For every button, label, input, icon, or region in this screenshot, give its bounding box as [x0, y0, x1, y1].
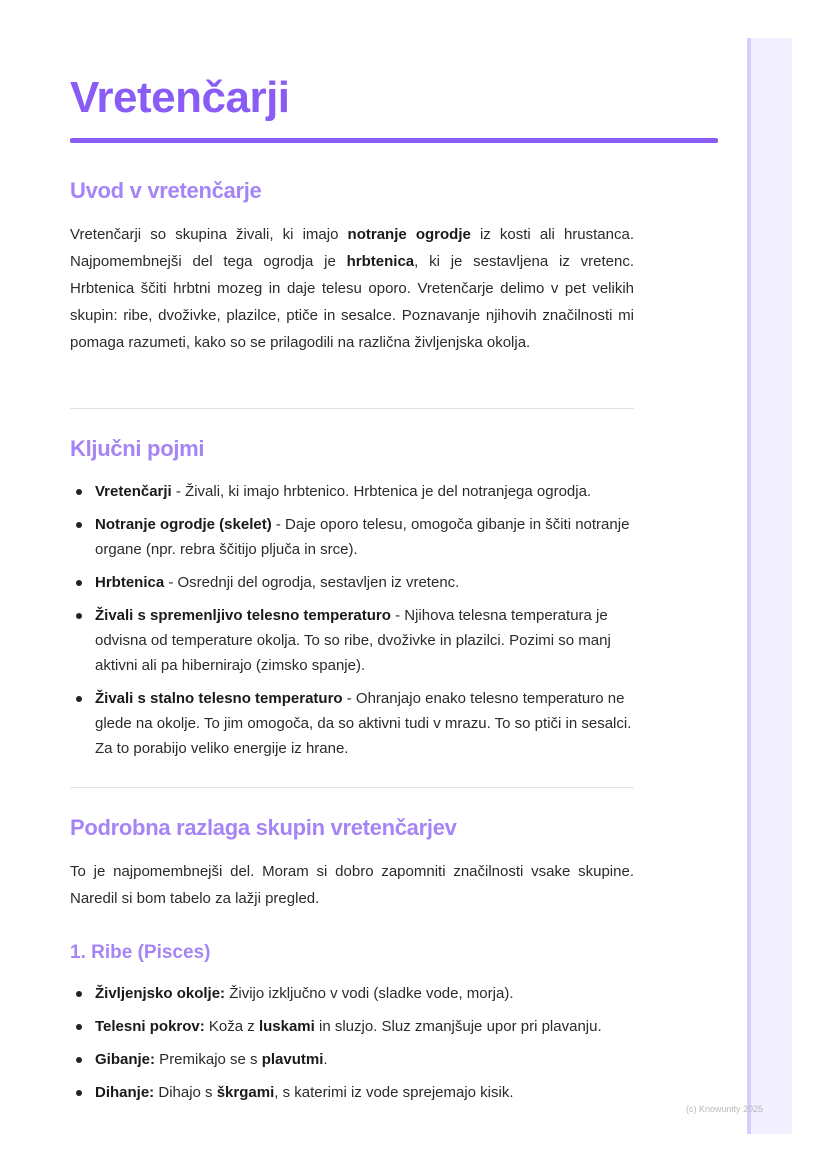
term: Vretenčarji [95, 483, 172, 500]
bold-text: notranje ogrodje [347, 226, 471, 243]
section-heading-intro: Uvod v vretenčarje [70, 178, 262, 203]
list-item [70, 686, 634, 761]
bold-text: luskami [258, 1018, 315, 1035]
bullet-icon [76, 580, 82, 586]
groups-paragraph: To je najpomembnejši del. Moram si dobro zapomniti značilnosti vsake skupine. Naredil si bom tabelo za lažji pregled. [70, 863, 634, 907]
term-definition: - Ohranjajo enako telesno temperaturo ne glede na okolje. To jim omogoča, da so aktivni tudi v mrazu. To so ptiči in sesalci. Za to porabijo veliko energije iz hrane. [95, 690, 632, 757]
list-item [70, 981, 634, 1006]
subsection-heading-fish: 1. Ribe (Pisces) [70, 942, 211, 963]
term: Živali s stalno telesno temperaturo [95, 690, 343, 707]
list-item [70, 1080, 634, 1105]
copyright-footer: (c) Knowunity 2025 [686, 1104, 764, 1114]
section-heading-groups: Podrobna razlaga skupin vretenčarjev [70, 815, 457, 840]
bullet-icon [76, 1090, 82, 1096]
list-item [70, 1047, 634, 1072]
intro-paragraph: Vretenčarji so skupina živali, ki imajo notranje ogrodje iz kosti ali hrustanca. Najpomembnejši del tega ogrodja je hrbtenica, ki je sestavljena iz vretenc. Hrbtenica ščiti hrbtni mozeg in daje telesu oporo. Vretenčarje delimo v pet velikih skupin: ribe, dvoživke, plazilce, ptiče in sesalce. Poznavanje njihovih značilnosti mi pomaga razumeti, kako so se prilagodili na različna življenjska okolja. [70, 226, 634, 351]
list-item-text: Gibanje: Premikajo se s plavutmi. [95, 1051, 328, 1068]
list-item [70, 479, 634, 504]
fish-list [70, 981, 634, 1113]
term: Hrbtenica [95, 574, 165, 591]
page-title: Vretenčarji [70, 73, 290, 122]
term-definition: - Živali, ki imajo hrbtenico. Hrbtenica je del notranjega ogrodja. [171, 483, 592, 500]
bold-text: Dihanje: [95, 1084, 155, 1101]
side-accent-line [747, 38, 751, 1134]
term: Notranje ogrodje (skelet) [95, 516, 272, 533]
list-item [70, 570, 634, 595]
term-definition: - Njihova telesna temperatura je odvisna od temperature okolja. To so ribe, dvoživke in plazilci. Pozimi so manj aktivni ali pa hibernirajo (zimsko spanje). [95, 607, 611, 674]
list-item-text: Telesni pokrov: Koža z luskami in sluzjo. Sluz zmanjšuje upor pri plavanju. [95, 1018, 602, 1035]
term: Živali s spremenljivo telesno temperaturo [95, 607, 391, 624]
divider [70, 408, 634, 409]
list-item-text: Življenjsko okolje: Živijo izključno v vodi (sladke vode, morja). [95, 985, 514, 1002]
list-item [70, 603, 634, 678]
bold-text: hrbtenica [346, 253, 415, 270]
term-definition: - Osrednji del ogrodja, sestavljen iz vretenc. [164, 574, 460, 591]
bold-text: škrgami [216, 1084, 275, 1101]
bullet-icon [76, 613, 82, 619]
section-heading-key-terms: Ključni pojmi [70, 436, 205, 461]
key-terms-list [70, 479, 634, 769]
bold-text: Telesni pokrov: [95, 1018, 205, 1035]
list-item [70, 1014, 634, 1039]
bullet-icon [76, 696, 82, 702]
bold-text: plavutmi [261, 1051, 324, 1068]
bullet-icon [76, 1024, 82, 1030]
side-panel [748, 38, 792, 1134]
term-definition: - Daje oporo telesu, omogoča gibanje in ščiti notranje organe (npr. rebra ščitijo pljuča in srce). [95, 516, 630, 558]
bold-text: Gibanje: [95, 1051, 156, 1068]
title-underline [70, 138, 718, 143]
bold-text: Življenjsko okolje: [95, 985, 226, 1002]
bullet-icon [76, 489, 82, 495]
divider [70, 787, 634, 788]
bullet-icon [76, 522, 82, 528]
list-item-text: Dihanje: Dihajo s škrgami, s katerimi iz vode sprejemajo kisik. [95, 1084, 514, 1101]
bullet-icon [76, 1057, 82, 1063]
list-item [70, 512, 634, 562]
bullet-icon [76, 991, 82, 997]
